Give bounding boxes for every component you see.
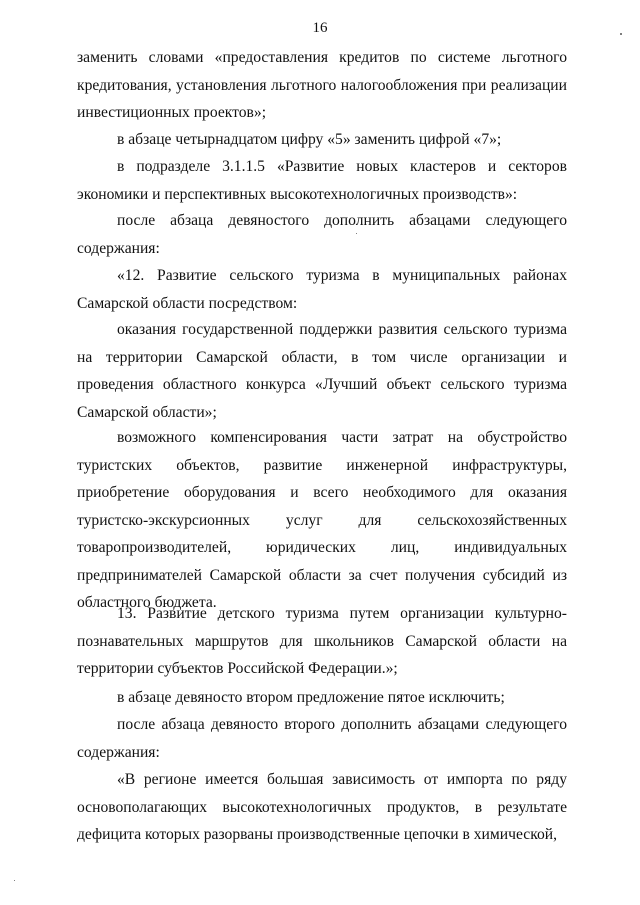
- paragraph-10: после абзаца девяносто второго дополнить абзацами следующего содержания:: [77, 716, 567, 761]
- paragraph-11: «В регионе имеется большая зависимость от импорта по ряду основополагающих высокотехнологичных продуктов, в результате дефицита которых разорваны производственные цепочки в химической,: [77, 771, 567, 843]
- scan-speck: [620, 33, 622, 35]
- paragraph-3: в подразделе 3.1.1.5 «Развитие новых кластеров и секторов экономики и перспективных высокотехнологичных производств»:: [77, 158, 567, 203]
- page-number: 16: [312, 20, 328, 36]
- paragraph-4: после абзаца девяностого дополнить абзацами следующего содержания:: [77, 212, 567, 257]
- paragraph-2: в абзаце четырнадцатом цифру «5» заменить цифрой «7»;: [117, 131, 502, 148]
- paragraph-5: «12. Развитие сельского туризма в муниципальных районах Самарской области посредством:: [77, 267, 567, 312]
- paragraph-1: заменить словами «предоставления кредитов по системе льготного кредитования, установления льготного налогообложения при реализации инвестиционных проектов»;: [77, 49, 567, 121]
- paragraph-7: возможного компенсирования части затрат на обустройство туристских объектов, развитие инженерной инфраструктуры, приобретение оборудования и всего необходимого для оказания туристско-экскурсионных услуг для сельскохозяйственных товаропроизводителей, юридических лиц, индивидуальных предпринимателей Самарской области за счет получения субсидий из областного бюджета.: [77, 429, 567, 611]
- scan-speck: [356, 233, 357, 234]
- scan-speck: [14, 880, 15, 881]
- paragraph-9: в абзаце девяносто втором предложение пятое исключить;: [117, 689, 505, 706]
- paragraph-8: 13. Развитие детского туризма путем организации культурно-познавательных маршрутов для школьников Самарской области на территории субъектов Российской Федерации.»;: [77, 605, 567, 677]
- paragraph-6: оказания государственной поддержки развития сельского туризма на территории Самарской области, в том числе организации и проведения областного конкурса «Лучший объект сельского туризма Самарской области»;: [77, 321, 567, 421]
